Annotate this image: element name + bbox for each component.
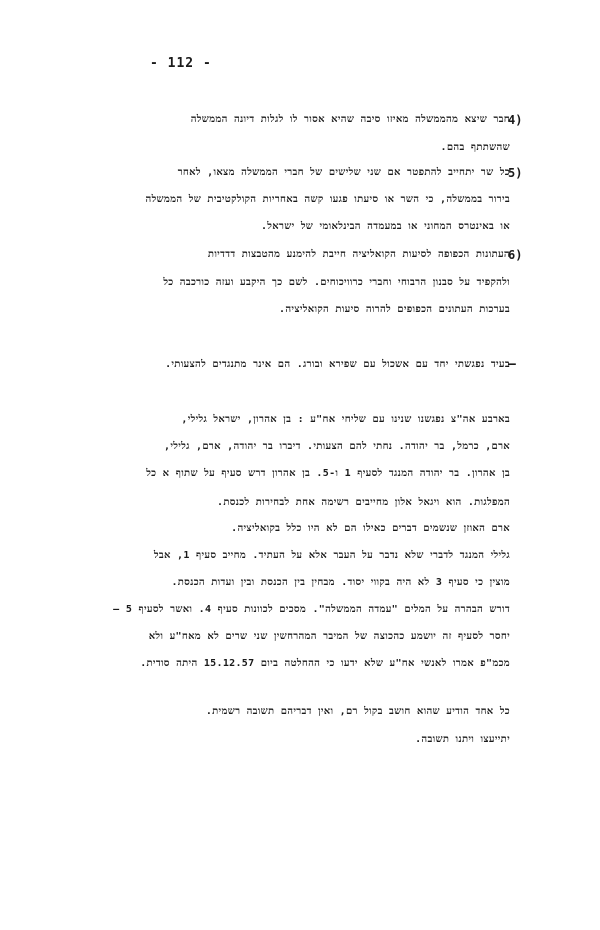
item-5-line-1: כל שר יתחייב להתפטר אם שני שלישים של חברי הממשלה מצאו, לאחר xyxy=(177,167,510,178)
item-number-6: 6) xyxy=(508,248,523,262)
item-number-4: 4) xyxy=(508,113,523,127)
body-line-9: יחסר לסעיף זה יושמע כהכוצה של המיבר המהרחשין שני שרים לא מאח"ע ולא xyxy=(148,631,510,642)
body-line-5: ארם האוזן שנשמים דברים כאילו הם לא היו כלל בקואליציה. xyxy=(231,523,510,534)
body-line-6: גלילי המנגד לדברי שלא נדבר על העבר אלא על העתיד. מחייב סעיף 1, אבל xyxy=(153,550,510,561)
item-6-line-2: ולהקפיד על סבנון הרבוחי וחברי כרוויכוחים. לשם כך היקבע ועזה כורכבה כל xyxy=(163,277,510,288)
body-line-7: מוצין כי סעיף 3 לא היה בקווי יסוד. מבחין בין הכנסת ובין ועדות הכנסת. xyxy=(171,577,510,588)
item-5-line-2: בירור בממשלה, כי השר או סיעתו פגעו קשה באחריות הקולקטיבית של הממשלה xyxy=(145,194,510,205)
body-line-2: ארם, כרמל, בר יהודה. נחתי להם הצעותי. דיברו בר יהודה, ארם, גלילי, xyxy=(164,441,510,452)
dash-line-text: בעיד נפגשתי יחד עם אשכול עם שפירא ובורג. הם אינר מתנגדים להצעותי. xyxy=(165,359,510,370)
body-line-10: מכמ"פ אמרו לאנשי אח"ע שלא ידעו כי ההחלטה ביום 15.12.57 היתה סודית. xyxy=(140,658,510,669)
item-6-line-3: בערכות העתונים הכפופים להרוה סיעות הקואליציה. xyxy=(279,304,510,315)
page-number: - 112 - xyxy=(150,56,212,71)
closing-line-1: כל אחד הודיע שהוא חושב בקול רם, ואין דבריהם תשובה רשמית. xyxy=(205,706,510,717)
body-line-1: בארבע אה"צ נפגשנו שנינו עם שליחי אח"ע : בן אהרון, ישראל גלילי, xyxy=(181,414,510,425)
item-4-line-2: שהשתתף בהם. xyxy=(440,142,510,153)
item-number-5: 5) xyxy=(508,166,523,180)
closing-line-2: יתייעצו ויתנו תשובה. xyxy=(415,734,510,745)
item-4-line-1: חבר שיצא מהממשלה מאיזו סיבה שהיא אסור לו לגלות דיונה הממשלה xyxy=(190,114,510,125)
dash-marker: – xyxy=(508,357,516,372)
body-line-8: דורש הבהרה על המלים "עמדה הממשלה". מסכים לכוונות סעיף 4. ואשר לסעיף 5 – xyxy=(113,604,510,615)
body-line-4: המפלגות. הוא ויגאל אלון מחייבים רשימה אחת לבחירות לכנסת. xyxy=(217,497,510,508)
body-line-3: בן אהרון. בר יהודה המנגד לסעיף 1 ו-5. בן אהרון דרש סעיף על שתוף א כל xyxy=(146,468,510,479)
item-6-line-1: העתונות הכפופה לסיעות הקואליציה חייבת להימנע מהטבצות דדדיות xyxy=(207,249,510,260)
item-5-line-3: או באינטרס המחוני או במעמדה הבינלאומי של ישראל. xyxy=(260,221,510,232)
